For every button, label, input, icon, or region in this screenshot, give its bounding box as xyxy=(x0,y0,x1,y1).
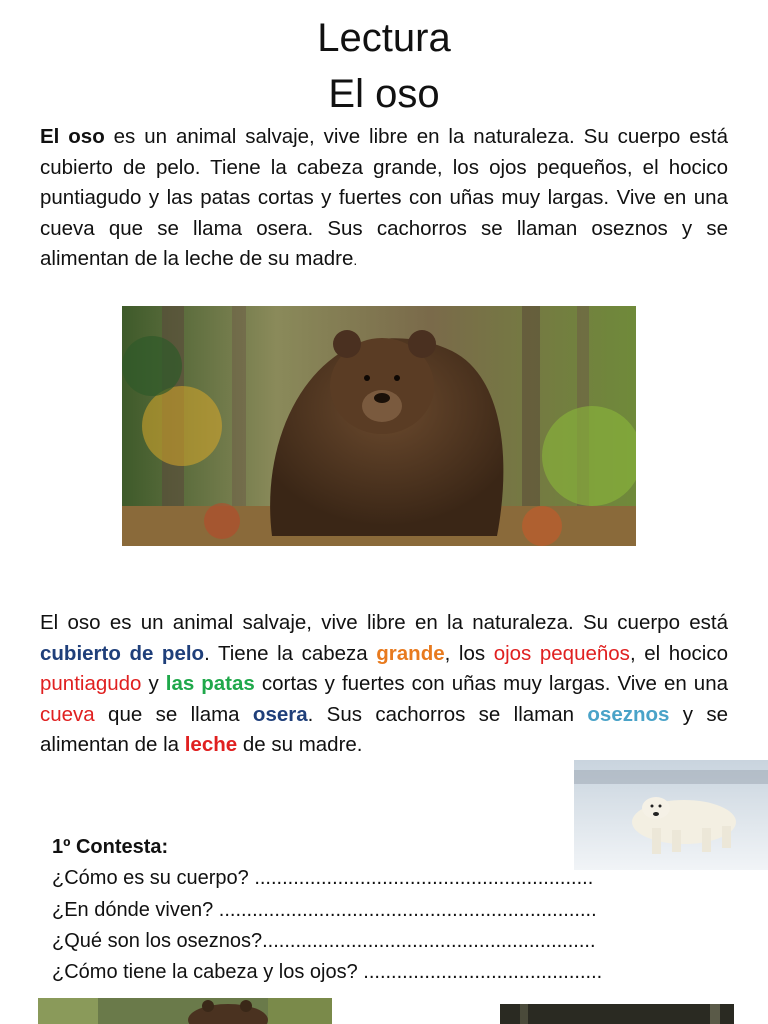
page-title-el-oso: El oso xyxy=(328,72,440,116)
bold-subject: El oso xyxy=(40,125,105,148)
bottom-right-forest-illustration xyxy=(500,1004,734,1024)
bottom-left-bear-illustration xyxy=(38,998,332,1024)
text-seg: . Sus cachorros se llaman xyxy=(307,702,588,726)
colored-paragraph xyxy=(40,608,728,761)
highlight-las-patas: las patas xyxy=(165,672,255,695)
paragraph-end: . xyxy=(353,252,358,268)
polar-bear-photo xyxy=(574,760,768,870)
question-1: ¿Cómo es su cuerpo? ............................................................. xyxy=(52,867,594,889)
highlight-osera: osera xyxy=(252,702,308,726)
question-3: ¿Qué son los oseznos?............................................................ xyxy=(52,930,596,952)
page-title-lectura: Lectura xyxy=(317,16,451,60)
highlight-puntiagudo: puntiagudo xyxy=(40,672,142,695)
brown-bear-photo xyxy=(122,306,636,546)
brown-bear-illustration xyxy=(122,306,636,546)
paragraph-text: es un animal salvaje, vive libre en la naturaleza. Su cuerpo está cubierto de pelo. Tiene la cabeza grande, los ojos pequeños, el hocico puntiagudo y las patas cortas y fuertes con uñas muy largas. Vive en una cueva que se llama osera. Sus cachorros se llaman oseznos y se alimentan de la leche de su madre xyxy=(40,125,728,270)
text-seg: y se alimentan de la xyxy=(40,702,729,756)
text-seg: y xyxy=(141,672,166,695)
polar-bear-illustration xyxy=(574,760,768,870)
text-seg: El oso es un animal salvaje, vive libre en la naturaleza. Su cuerpo está xyxy=(40,611,728,634)
text-seg: que se llama xyxy=(94,702,253,726)
question-2: ¿En dónde viven? .................................................................... xyxy=(52,899,597,921)
highlight-cubierto-de-pelo: cubierto de pelo xyxy=(40,641,205,665)
highlight-oseznos: oseznos xyxy=(587,702,670,726)
reading-paragraph xyxy=(40,122,728,276)
question-4: ¿Cómo tiene la cabeza y los ojos? ........................................... xyxy=(52,961,603,983)
questions-heading: 1º Contesta: xyxy=(52,836,169,858)
highlight-grande: grande xyxy=(376,641,445,665)
text-seg: , los xyxy=(444,641,494,665)
text-seg: . Tiene la cabeza xyxy=(204,641,377,665)
text-seg: , el hocico xyxy=(629,641,728,665)
text-seg: cortas y fuertes con uñas muy largas. Vive en una xyxy=(254,672,728,695)
highlight-leche: leche xyxy=(184,733,238,756)
highlight-cueva: cueva xyxy=(40,702,95,726)
bottom-right-forest-photo xyxy=(500,1004,734,1024)
bottom-left-bear-photo xyxy=(38,998,332,1024)
text-seg: de su madre. xyxy=(237,733,363,756)
highlight-ojos-pequenos: ojos pequeños xyxy=(493,641,630,665)
